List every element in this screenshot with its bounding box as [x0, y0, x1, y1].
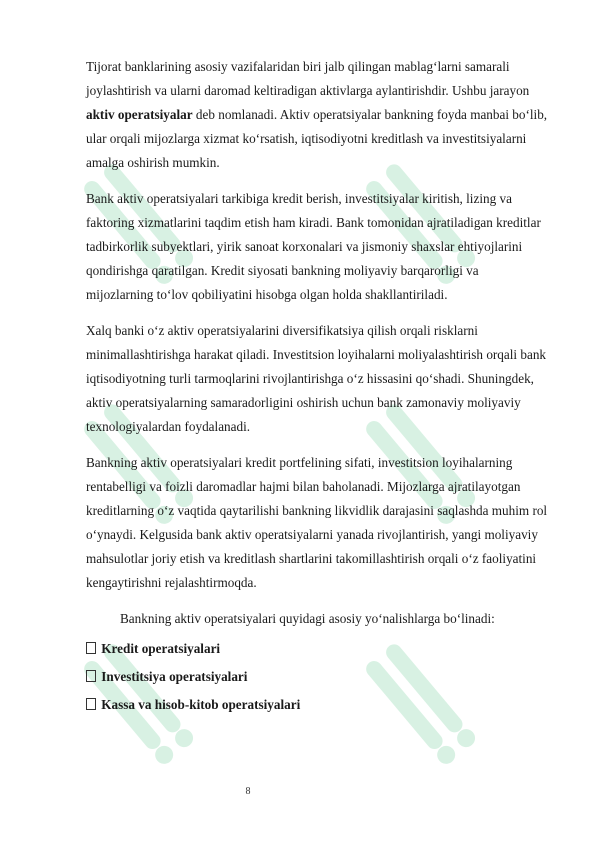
bullet-box-icon — [86, 698, 96, 710]
bullet-box-icon — [86, 642, 96, 654]
paragraph-tarkibi: Bank aktiv operatsiyalari tarkibiga kredit berish, investitsiyalar kiritish, lizing va faktoring xizmatlarini taqdim etish ham kiradi. Bank tomonidan ajratiladigan kreditlar tadbirkorlik subyektlari, yirik sanoat korxonalari va jismoniy shaxslar ehtiyojlarini qondirishga qaratilgan. Kredit siyosati bankning moliyaviy barqarorligi va mijozlarning to‘lov qobiliyatini hisobga olgan holda shakllantiriladi. — [86, 191, 541, 302]
paragraph-yonalishlar-intro: Bankning aktiv operatsiyalari quyidagi asosiy yo‘nalishlarga bo‘linadi: — [120, 611, 495, 626]
paragraph-text: Tijorat banklarining asosiy vazifalaridan biri jalb qilingan mablag‘larni samarali joylashtirish va ularni daromad keltiradigan aktivlarga aylantirishdir. Ushbu jarayon — [86, 59, 530, 98]
list-item-label: Investitsiya operatsiyalari — [101, 669, 248, 684]
list-item-label: Kredit operatsiyalari — [101, 641, 221, 656]
document-body — [86, 55, 548, 721]
list-item-label: Kassa va hisob-kitob operatsiyalari — [101, 697, 301, 712]
paragraph-aktiv-operatsiyalar — [86, 55, 548, 175]
bold-term: aktiv operatsiyalar — [86, 107, 193, 122]
paragraph-baholash: Bankning aktiv operatsiyalari kredit portfelining sifati, investitsion loyihalarning rentabelligi va foizli daromadlar hajmi bilan baholanadi. Mijozlarga ajratilayotgan kreditlarning o‘z vaqtida qaytarilishi bankning likvidlik darajasini saqlashda muhim rol o‘ynaydi. Kelgusida bank aktiv operatsiyalarni yanada rivojlantirish, yangi moliyaviy mahsulotlar joriy etish va kreditlash shartlarini takomillashtirish orqali o‘z faoliyatini kengaytirishni rejalashtirmoqda. — [86, 455, 548, 590]
bullet-box-icon — [86, 670, 96, 682]
paragraph-xalq-banki: Xalq banki o‘z aktiv operatsiyalarini diversifikatsiya qilish orqali risklarni minimallashtirishga harakat qiladi. Investitsion loyihalarni moliyalashtirish orqali bank iqtisodiyotning turli tarmoqlarini rivojlantirishga o‘z hissasini qo‘shadi. Shuningdek, aktiv operatsiyalarning samaradorligini oshirish uchun bank zamonaviy moliyaviy texnologiyalardan foydalanadi. — [86, 323, 547, 434]
paragraph-text: deb nomlanadi. Aktiv operatsiyalar bankning foyda manbai bo‘lib, ular orqali mijozlarga xizmat ko‘rsatish, iqtisodiyotni kreditlash va investitsiyalarni amalga oshirish mumkin. — [86, 107, 548, 170]
page-number: 8 — [245, 786, 251, 797]
list-item — [86, 693, 548, 717]
list-item — [86, 665, 548, 689]
list-item — [86, 637, 548, 661]
